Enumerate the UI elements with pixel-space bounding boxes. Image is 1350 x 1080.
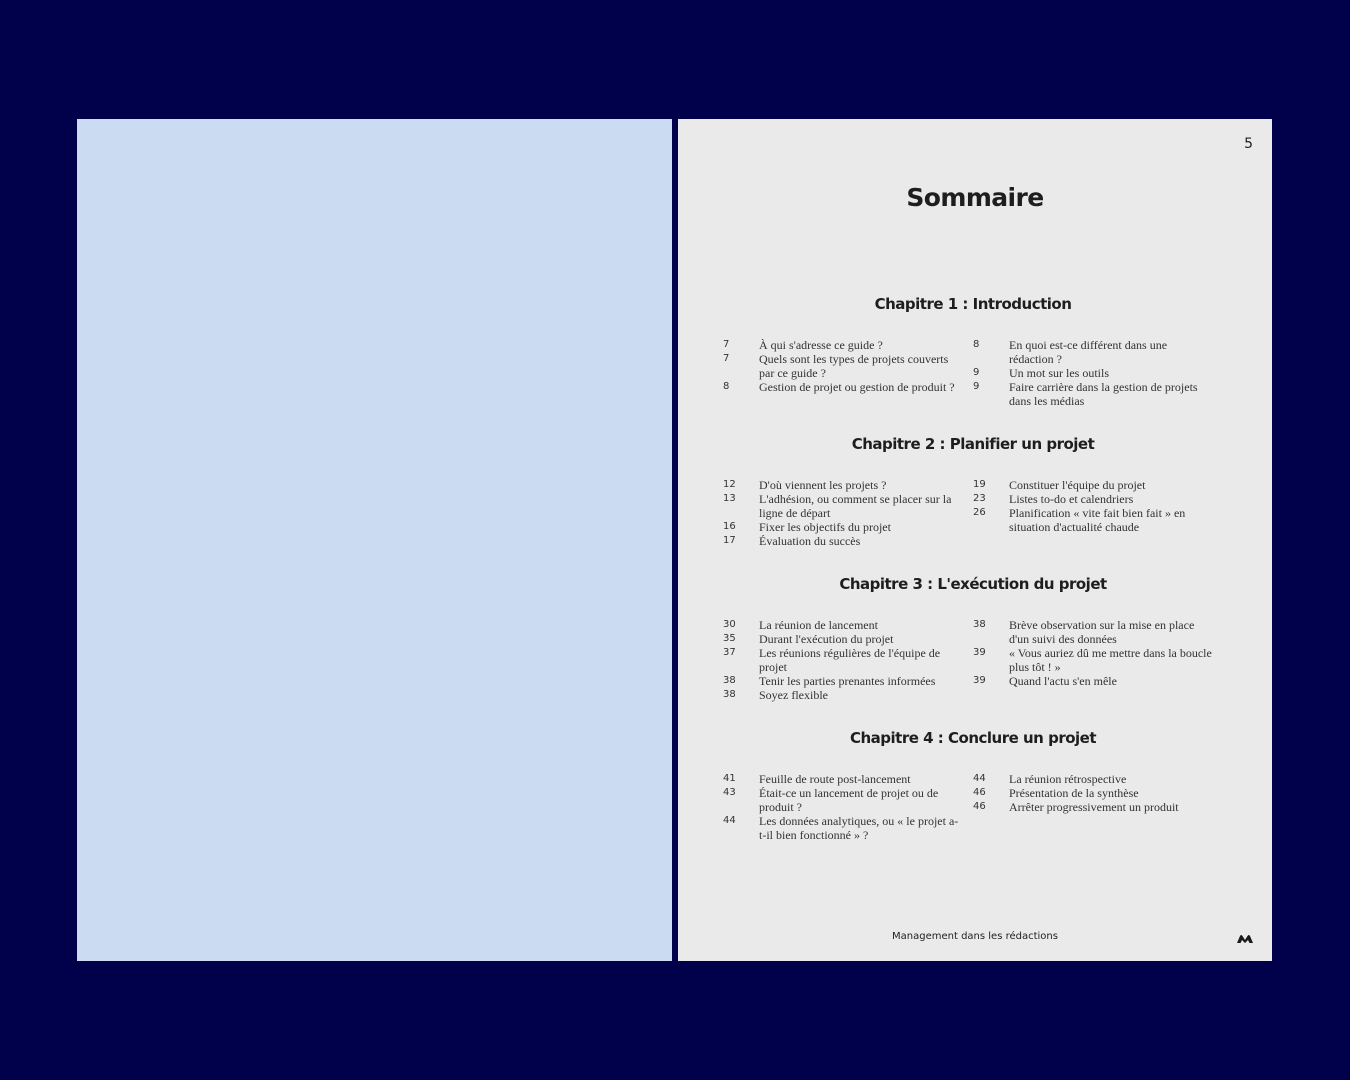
toc-entry[interactable]: [973, 338, 1223, 366]
toc-page-number: 8: [973, 339, 980, 350]
toc-page-number: 12: [723, 479, 736, 490]
toc-entry[interactable]: [723, 520, 973, 534]
toc-entry-text: L'adhésion, ou comment se placer sur la ligne de départ: [759, 492, 952, 520]
toc-page-number: 41: [723, 773, 736, 784]
toc-page-number: 46: [973, 787, 986, 798]
toc-page-number: 7: [723, 353, 730, 364]
toc-entry-text: Soyez flexible: [759, 688, 828, 702]
toc-entry-text: À qui s'adresse ce guide ?: [759, 338, 883, 352]
toc-entry-text: Planification « vite fait bien fait » en situation d'actualité chaude: [1009, 506, 1186, 534]
toc-entry-text: Était-ce un lancement de projet ou de produit ?: [759, 786, 939, 814]
toc-entry-text: Feuille de route post-lancement: [759, 772, 911, 786]
toc-column-left: [723, 618, 973, 702]
chapter-title: Chapitre 4 : Conclure un projet: [849, 729, 1097, 747]
toc-page-number: 38: [723, 689, 736, 700]
toc-entry[interactable]: [973, 478, 1223, 492]
toc-entry[interactable]: [973, 800, 1223, 814]
page-title: Sommaire: [906, 183, 1044, 212]
toc-entry-text: En quoi est-ce différent dans une rédaction ?: [1009, 338, 1168, 366]
chapter-3: [723, 574, 1223, 702]
toc-entry[interactable]: [973, 492, 1223, 506]
toc-page-number: 43: [723, 787, 736, 798]
toc-entry-text: Tenir les parties prenantes informées: [759, 674, 936, 688]
toc-entry-text: Quels sont les types de projets couverts par ce guide ?: [759, 352, 949, 380]
toc-entry[interactable]: [723, 492, 973, 520]
toc-page-number: 35: [723, 633, 736, 644]
toc-page-number: 26: [973, 507, 986, 518]
toc-entry[interactable]: [723, 380, 973, 394]
toc-page-number: 23: [973, 493, 986, 504]
toc-entry[interactable]: [723, 632, 973, 646]
toc-entry[interactable]: [973, 506, 1223, 534]
toc-entry-text: Les réunions régulières de l'équipe de projet: [759, 646, 941, 674]
toc-column-right: [973, 772, 1223, 842]
toc-column-right: [973, 618, 1223, 702]
toc-column-right: [973, 338, 1223, 408]
right-page: [678, 119, 1272, 961]
toc-column-left: [723, 772, 973, 842]
toc-entry[interactable]: [973, 786, 1223, 800]
toc-page-number: 39: [973, 647, 986, 658]
toc-column-left: [723, 338, 973, 408]
toc-entry-text: Faire carrière dans la gestion de projets dans les médias: [1009, 380, 1198, 408]
chapter-1: [723, 294, 1223, 408]
chapter-2: [723, 434, 1223, 548]
toc-entry[interactable]: [723, 352, 973, 380]
toc-page-number: 16: [723, 521, 736, 532]
toc-entry[interactable]: [973, 380, 1223, 408]
toc-page-number: 8: [723, 381, 730, 392]
toc-entry[interactable]: [723, 772, 973, 786]
toc-page-number: 46: [973, 801, 986, 812]
chapter-title: Chapitre 3 : L'exécution du projet: [839, 575, 1107, 593]
toc-page-number: 19: [973, 479, 986, 490]
toc-entry-text: Brève observation sur la mise en place d'un suivi des données: [1009, 618, 1195, 646]
page-number: 5: [1244, 136, 1253, 152]
left-page-blank: [77, 119, 672, 961]
toc-entry[interactable]: [973, 618, 1223, 646]
toc-entry-text: D'où viennent les projets ?: [759, 478, 887, 492]
toc-column-right: [973, 478, 1223, 548]
toc-page-number: 9: [973, 381, 980, 392]
chapter-title: Chapitre 1 : Introduction: [874, 295, 1072, 313]
toc-entry[interactable]: [973, 772, 1223, 786]
toc-entry[interactable]: [723, 338, 973, 352]
toc-entry[interactable]: [723, 814, 973, 842]
toc-page-number: 44: [973, 773, 986, 784]
publisher-logo-icon: [1237, 931, 1253, 941]
toc-entry-text: Présentation de la synthèse: [1009, 786, 1139, 800]
toc-entry-text: Durant l'exécution du projet: [759, 632, 894, 646]
chapter-title: Chapitre 2 : Planifier un projet: [851, 435, 1095, 453]
toc-entry[interactable]: [723, 786, 973, 814]
toc-entry[interactable]: [723, 534, 973, 548]
toc-page-number: 13: [723, 493, 736, 504]
toc-page-number: 38: [723, 675, 736, 686]
toc-entry-text: Listes to-do et calendriers: [1009, 492, 1134, 506]
toc-entry-text: Quand l'actu s'en mêle: [1009, 674, 1117, 688]
toc-entry[interactable]: [973, 366, 1223, 380]
chapter-4: [723, 728, 1223, 842]
toc-entry-text: Gestion de projet ou gestion de produit ?: [759, 380, 955, 394]
toc-page-number: 30: [723, 619, 736, 630]
toc-column-left: [723, 478, 973, 548]
toc-entry-text: La réunion rétrospective: [1009, 772, 1127, 786]
toc-entry-text: Arrêter progressivement un produit: [1009, 800, 1179, 814]
toc-entry-text: Un mot sur les outils: [1009, 366, 1110, 380]
toc-entry[interactable]: [973, 674, 1223, 688]
toc-page-number: 38: [973, 619, 986, 630]
toc-entry[interactable]: [723, 646, 973, 674]
toc-entry[interactable]: [973, 646, 1223, 674]
toc-page-number: 44: [723, 815, 736, 826]
toc-page-number: 39: [973, 675, 986, 686]
toc-entry-text: Les données analytiques, ou « le projet a-t-il bien fonctionné » ?: [759, 814, 959, 842]
toc-page-number: 17: [723, 535, 736, 546]
toc-entry-text: Fixer les objectifs du projet: [759, 520, 891, 534]
toc-page-number: 9: [973, 367, 980, 378]
toc-entry[interactable]: [723, 688, 973, 702]
toc-entry-text: Constituer l'équipe du projet: [1009, 478, 1146, 492]
toc-page-number: 37: [723, 647, 736, 658]
toc-page-number: 7: [723, 339, 730, 350]
toc-entry[interactable]: [723, 618, 973, 632]
toc-entry-text: La réunion de lancement: [759, 618, 878, 632]
toc-entry-text: Évaluation du succès: [759, 534, 861, 548]
footer-text: Management dans les rédactions: [892, 931, 1058, 942]
toc-entry[interactable]: [723, 674, 973, 688]
toc-entry[interactable]: [723, 478, 973, 492]
toc-entry-text: « Vous auriez dû me mettre dans la boucle plus tôt ! »: [1009, 646, 1212, 674]
